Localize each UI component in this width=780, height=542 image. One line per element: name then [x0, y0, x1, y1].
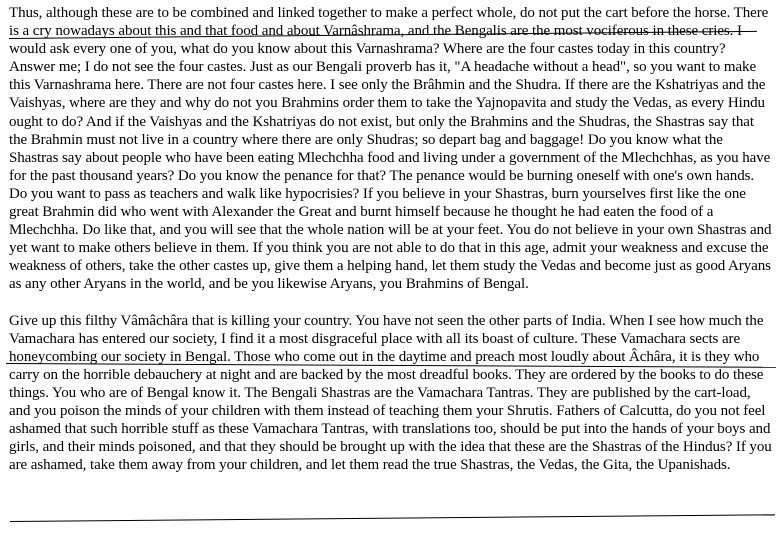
underline-mark-3 [10, 514, 775, 522]
paragraph-varnashrama: Thus, although these are to be combined and linked together to make a perfect whole, do not put the cart before the horse. There is a cry nowadays about this and that food and about Varnâshrama, and the Bengalis are the most vociferous in these cries. I would ask every one of you, what do you know about this Varnashrama? Where are the four castes today in this country? Answer me; I do not see the four castes. Just as our Bengali proverb has it, "A headache without a head", so you want to make this Varnashrama here. There are not four castes here. I see only the Brâhmin and the Shudra. If there are the Kshatriyas and the Vaishyas, where are they and why do not you Brahmins order them to take the Yajnopavita and study the Vedas, as every Hindu ought to do? And if the Vaishyas and the Kshatriyas do not exist, but only the Brahmins and the Shudras, the Shastras say that the Brahmin must not live in a country where there are only Shudras; so depart bag and baggage! Do you know what the Shastras say about people who have been eating Mlechchha food and living under a government of the Mlechchhas, as you have for the past thousand years? Do you know the penance for that? The penance would be burning oneself with one's own hands. Do you want to pass as teachers and walk like hypocrisies? If you believe in your Shastras, burn yourselves first like the one great Brahmin did who went with Alexander the Great and burnt himself because he thought he had eaten the food of a Mlechchha. Do like that, and you will see that the whole nation will be at your feet. You do not believe in your own Shastras and yet want to make others believe in them. If you think you are not able to do that in this age, admit your weakness and excuse the weakness of others, take the other castes up, give them a helping hand, let them study the Vedas and become just as good Aryans as any other Aryans in the world, and be you likewise Aryans, you Brahmins of Bengal. [9, 5, 772, 293]
paragraph-vamachara: Give up this filthy Vâmâchâra that is killing your country. You have not seen the other parts of India. When I see how much the Vamachara has entered our society, I find it a most disgraceful place with all its boast of culture. These Vamachara sects are honeycombing our society in Bengal. Those who come out in the daytime and preach most loudly about Âchâra, it is they who carry on the horrible debauchery at night and are backed by the most dreadful books. They are ordered by the books to do these things. You who are of Bengal know it. The Bengali Shastras are the Vamachara Tantras. They are published by the cart-load, and you poison the minds of your children with them instead of teaching them your Shrutis. Fathers of Calcutta, do you not feel ashamed that such horrible stuff as these Vamachara Tantras, with translations too, should be put into the hands of your boys and girls, and their minds poisoned, and that they should be brought up with the idea that these are the Shastras of the Hindus? If you are ashamed, take them away from your children, and let them read the true Shastras, the Vedas, the Gita, the Upanishads. [9, 312, 772, 474]
document-page [9, 4, 773, 474]
